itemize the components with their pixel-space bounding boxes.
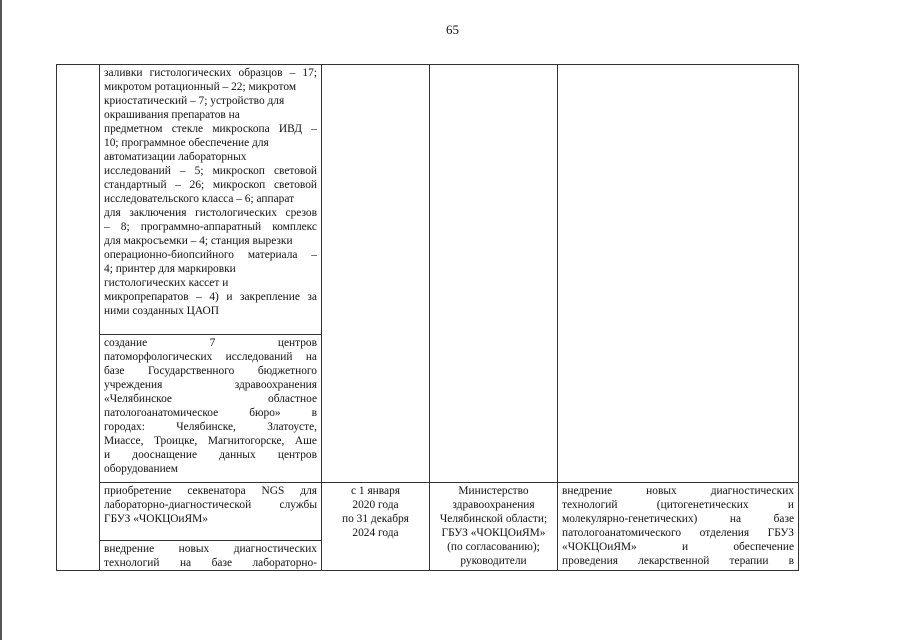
- text-line: заливки гистологических образцов – 17;: [104, 67, 317, 79]
- text-line: молекулярно-генетических) на базе: [562, 513, 794, 525]
- text-line: технологий (цитогенетических и: [562, 499, 794, 511]
- measure-cell: [100, 483, 322, 541]
- text-line: 2024 года: [352, 527, 399, 539]
- text-line: 10; программное обеспечение для: [104, 137, 269, 149]
- number-cell: [57, 65, 100, 571]
- page-number: 65: [446, 22, 459, 37]
- text-line: и дооснащение данных центров: [104, 449, 317, 461]
- text-line: патологоанатомическое бюро» в: [104, 407, 317, 419]
- table-row: [57, 483, 799, 541]
- text-line: Министерство: [458, 485, 529, 497]
- term-cell: [322, 65, 430, 483]
- text-line: «ЧОКЦОиЯМ» и обеспечение: [562, 541, 794, 553]
- measure-cell: [100, 65, 322, 335]
- text-line: патоморфологических исследований на: [104, 351, 317, 363]
- measure-text: [104, 336, 317, 476]
- text-line: внедрение новых диагностических: [562, 485, 794, 497]
- result-text: [562, 484, 794, 568]
- text-line: Миассе, Троицке, Магнитогорске, Аше: [104, 435, 317, 447]
- responsible-text: [434, 484, 553, 568]
- text-line: операционно-биопсийного материала –: [104, 249, 317, 261]
- scan-edge: [0, 0, 2, 640]
- text-line: приобретение секвенатора NGS для: [104, 485, 317, 497]
- text-line: для макросъемки – 4; станция вырезки: [104, 235, 293, 247]
- measure-text: [104, 542, 317, 570]
- text-line: внедрение новых диагностических: [104, 543, 317, 555]
- text-line: оборудованием: [104, 463, 178, 475]
- text-line: стандартный – 26; микроскоп световой: [104, 179, 317, 191]
- text-line: базе Государственного бюджетного: [104, 365, 317, 377]
- measure-cell: [100, 335, 322, 483]
- text-line: лабораторно-диагностической службы: [104, 499, 317, 511]
- text-line: городах: Челябинске, Златоусте,: [104, 421, 317, 433]
- text-line: криостатический – 7; устройство для: [104, 95, 285, 107]
- text-line: учреждения здравоохранения: [104, 379, 317, 391]
- text-line: ГБУЗ «ЧОКЦОиЯМ»: [104, 513, 208, 525]
- text-line: предметном стекле микроскопа ИВД –: [104, 123, 317, 135]
- term-text: [326, 484, 425, 540]
- text-line: по 31 декабря: [342, 513, 409, 525]
- text-line: ними созданных ЦАОП: [104, 305, 219, 317]
- text-line: технологий на базе лабораторно-: [104, 557, 317, 569]
- text-line: 4; принтер для маркировки: [104, 263, 236, 275]
- text-line: здравоохранения: [452, 499, 535, 511]
- plan-table: [56, 64, 799, 571]
- responsible-cell: [430, 65, 558, 483]
- measure-cell: [100, 541, 322, 571]
- text-line: – 8; программно-аппаратный комплекс: [104, 221, 317, 233]
- text-line: исследовательского класса – 6; аппарат: [104, 193, 295, 205]
- responsible-cell: [430, 483, 558, 571]
- text-line: «Челябинское областное: [104, 393, 317, 405]
- result-cell: [558, 65, 799, 483]
- text-line: Челябинской области;: [439, 513, 548, 525]
- text-line: патологоанатомического отделения ГБУЗ: [562, 527, 794, 539]
- text-line: с 1 января: [351, 485, 400, 497]
- text-line: проведения лекарственной терапии в: [562, 555, 794, 567]
- text-line: 2020 года: [352, 499, 399, 511]
- text-line: ГБУЗ «ЧОКЦОиЯМ»: [441, 527, 546, 539]
- text-line: микротом ротационный – 22; микротом: [104, 81, 297, 93]
- text-line: для заключения гистологических срезов: [104, 207, 317, 219]
- text-line: окрашивания препаратов на: [104, 109, 240, 121]
- text-line: (по согласованию);: [447, 541, 540, 553]
- text-line: создание 7 центров: [104, 337, 317, 349]
- result-cell: [558, 483, 799, 571]
- text-line: гистологических кассет и: [104, 277, 229, 289]
- term-cell: [322, 483, 430, 571]
- text-line: микропрепаратов – 4) и закрепление за: [104, 291, 317, 303]
- table-row: [57, 65, 799, 335]
- text-line: исследований – 5; микроскоп световой: [104, 165, 317, 177]
- text-line: автоматизации лабораторных: [104, 151, 247, 163]
- measure-text: [104, 66, 317, 318]
- text-line: руководители: [460, 555, 527, 567]
- measure-text: [104, 484, 317, 526]
